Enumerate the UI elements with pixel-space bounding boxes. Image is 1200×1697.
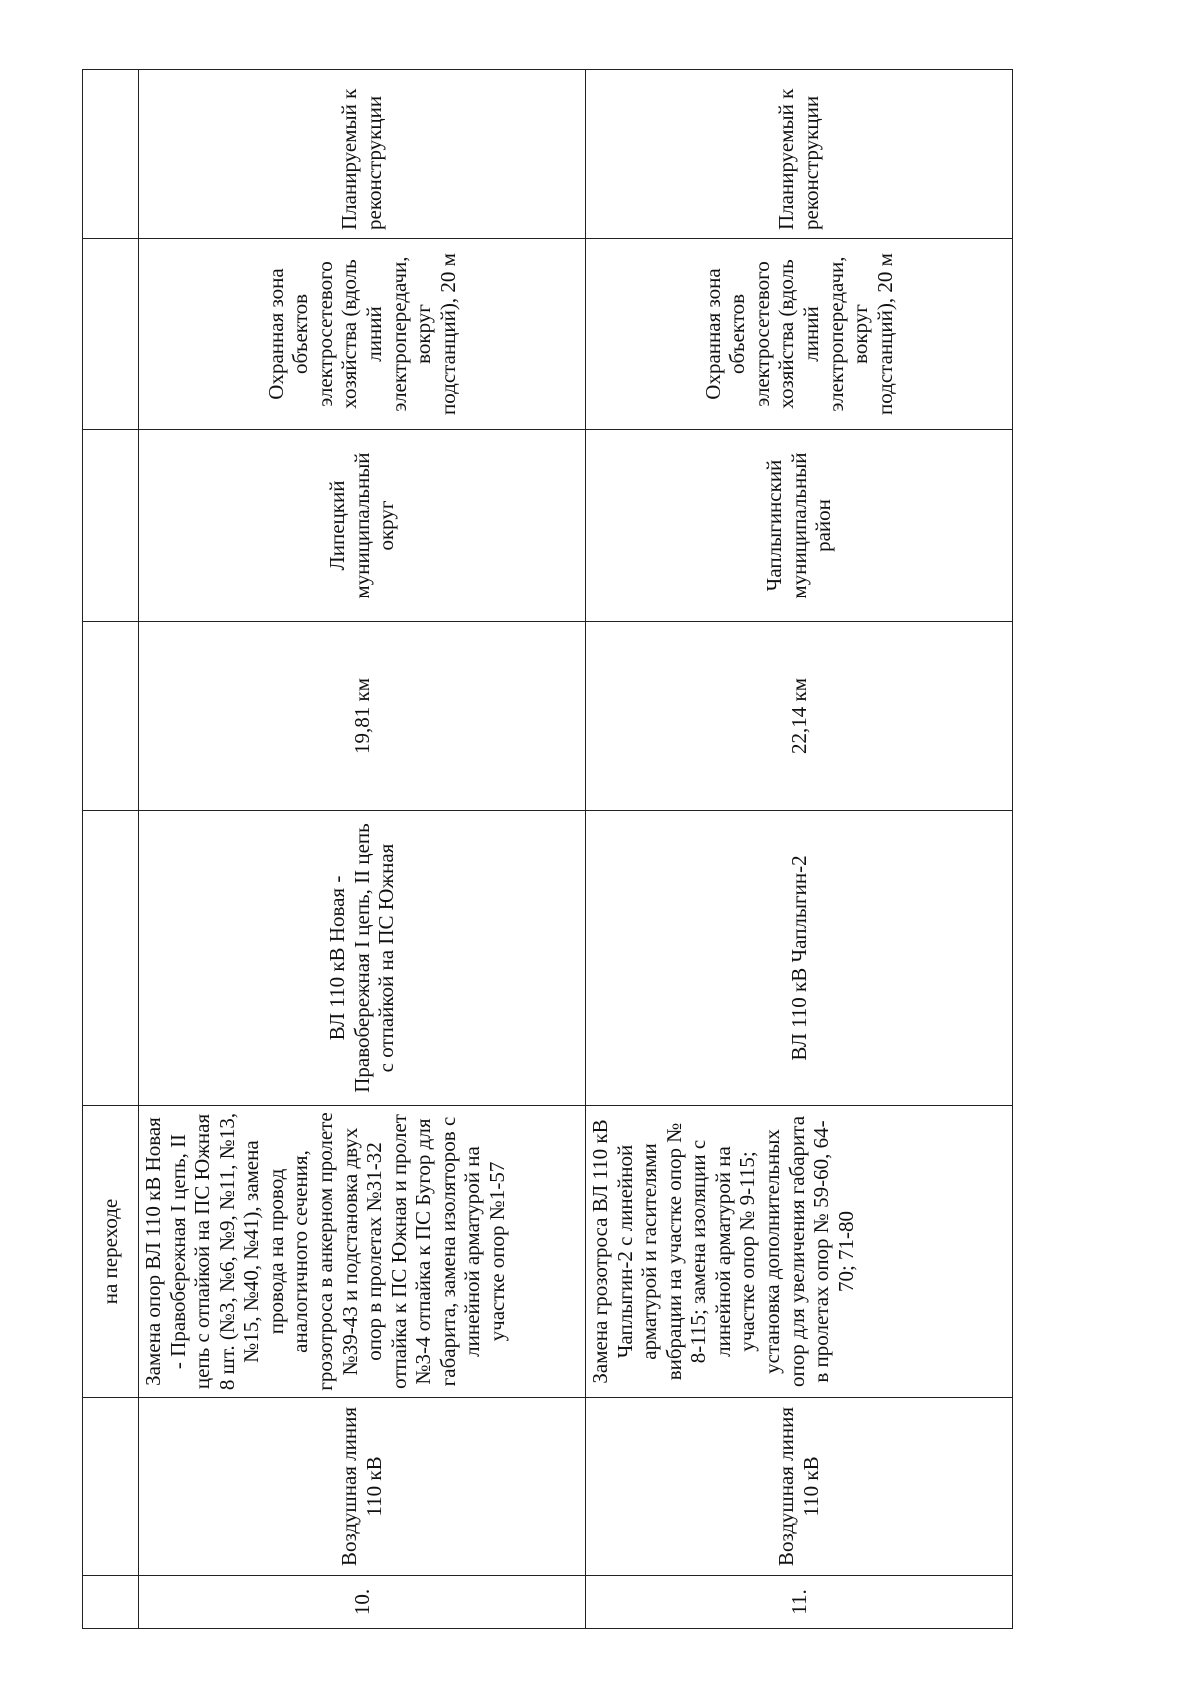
header-cell-empty [83, 622, 139, 811]
objects-table [82, 69, 1013, 1629]
protection-zone: Охранная зона объектов электросетевого хозяйства (вдоль линий электропередачи, вокруг подстанций), 20 м [139, 239, 586, 430]
municipality: Липецкий муниципальный округ [139, 430, 586, 622]
status: Планируемый к реконструкции [139, 70, 586, 239]
header-cell-empty [83, 811, 139, 1106]
header-cell-empty [83, 70, 139, 239]
row-number: 10. [139, 1576, 586, 1629]
table-row [139, 70, 586, 1629]
object-type: Воздушная линия 110 кВ [586, 1398, 1013, 1576]
line-length: 22,14 км [586, 622, 1013, 811]
work-description: Замена грозотроса ВЛ 110 кВ Чаплыгин-2 с линейной арматурой и гасителями вибрации на участке опор № 8-115; замена изоляции с линейной арматурой на участке опор № 9-115; установка дополнительных опор для увеличения габарита в пролетах опор № 59-60, 64-70; 71-80 [586, 1106, 1013, 1398]
object-name: ВЛ 110 кВ Новая - Правобережная I цепь, II цепь с отпайкой на ПС Южная [139, 811, 586, 1106]
municipality: Чаплыгинский муниципальный район [586, 430, 1013, 622]
header-cell-transition: на переходе [83, 1106, 139, 1398]
work-description: Замена опор ВЛ 110 кВ Новая - Правобережная I цепь, II цепь с отпайкой на ПС Южная 8 шт. (№3, №6, №9, №11, №13, №15, №40, №41), замена провода на провод аналогичного сечения, грозотроса в анкерном пролете №39-43 и подстановка двух опор в пролетах №31-32 отпайка к ПС Южная и пролет №3-4 отпайка к ПС Бугор для габарита, замена изоляторов с линейной арматурой на участке опор №1-57 [139, 1106, 586, 1398]
table-header-row [83, 70, 139, 1629]
table-row [586, 70, 1013, 1629]
object-name: ВЛ 110 кВ Чаплыгин-2 [586, 811, 1013, 1106]
status: Планируемый к реконструкции [586, 70, 1013, 239]
protection-zone: Охранная зона объектов электросетевого хозяйства (вдоль линий электропередачи, вокруг подстанций), 20 м [586, 239, 1013, 430]
header-cell-empty [83, 239, 139, 430]
header-cell-empty [83, 1576, 139, 1629]
line-length: 19,81 км [139, 622, 586, 811]
header-cell-empty [83, 1398, 139, 1576]
object-type: Воздушная линия 110 кВ [139, 1398, 586, 1576]
row-number: 11. [586, 1576, 1013, 1629]
header-cell-empty [83, 430, 139, 622]
